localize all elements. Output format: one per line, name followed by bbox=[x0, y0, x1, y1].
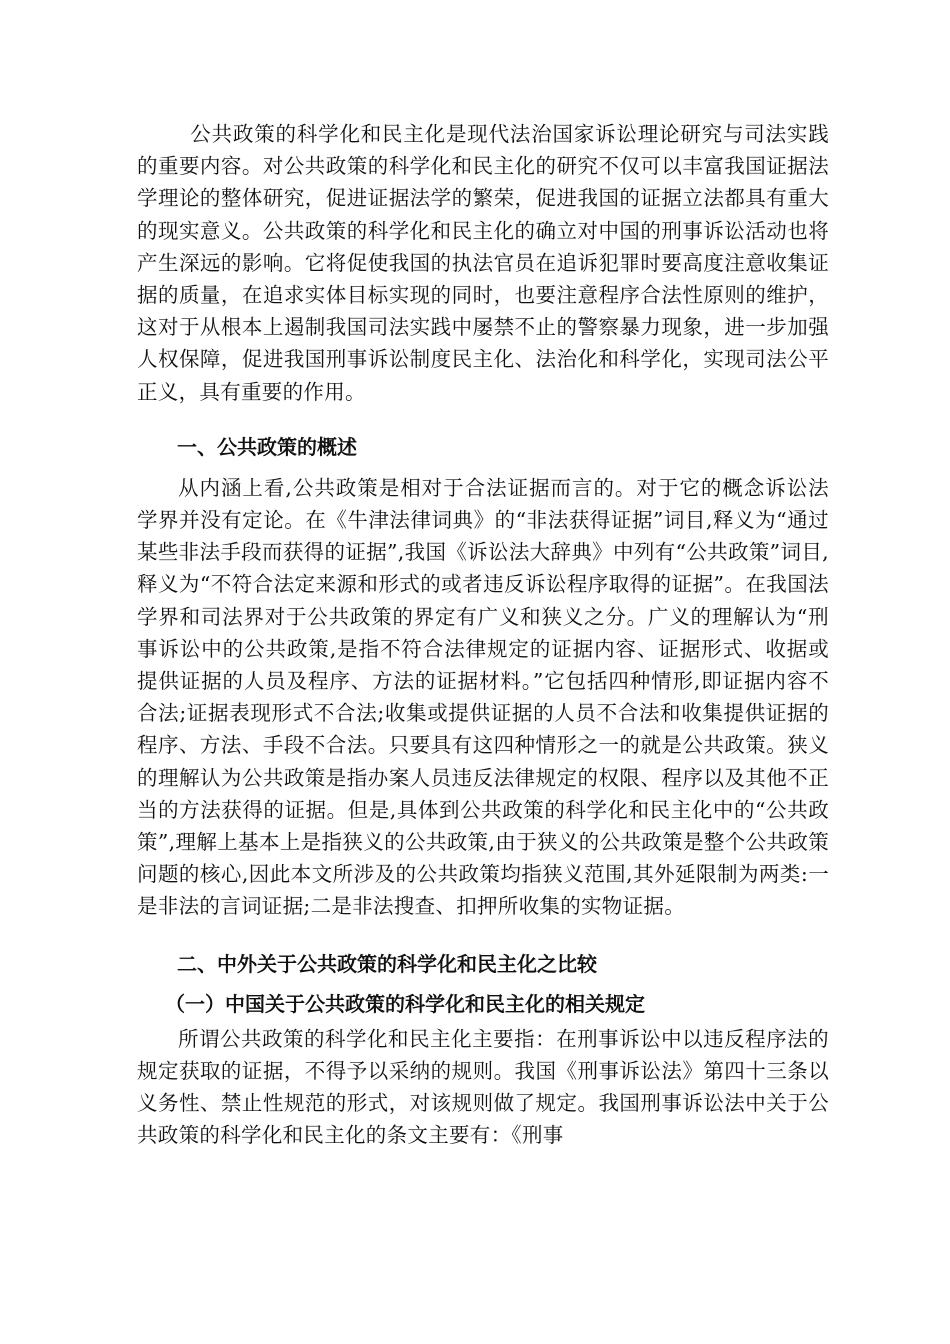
document-page bbox=[137, 118, 829, 1151]
section-1-heading: 一、公共政策的概述 bbox=[177, 434, 357, 459]
subsection-2-1-paragraph: 所谓公共政策的科学化和民主化主要指：在刑事诉讼中以违反程序法的规定获取的证据，不得予以采纳的规则。我国《刑事诉讼法》第四十三条以义务性、禁止性规范的形式，对该规则做了规定。我国刑事诉讼法中关于公共政策的科学化和民主化的条文主要有：《刑事 bbox=[137, 1026, 829, 1148]
section-1-paragraph: 从内涵上看,公共政策是相对于合法证据而言的。对于它的概念诉讼法学界并没有定论。在《牛津法律词典》的“非法获得证据”词目,释义为“通过某些非法手段而获得的证据”,我国《诉讼法大辞典》中列有“公共政策”词目,释义为“不符合法定来源和形式的或者违反诉讼程序取得的证据”。在我国法学界和司法界对于公共政策的界定有广义和狭义之分。广义的理解认为“刑事诉讼中的公共政策,是指不符合法律规定的证据内容、证据形式、收据或提供证据的人员及程序、方法的证据材料。”它包括四种情形,即证据内容不合法;证据表现形式不合法;收集或提供证据的人员不合法和收集提供证据的程序、方法、手段不合法。只要具有这四种情形之一的就是公共政策。狭义的理解认为公共政策是指办案人员违反法律规定的权限、程序以及其他不正当的方法获得的证据。但是,具体到公共政策的科学化和民主化中的“公共政策”,理解上基本上是指狭义的公共政策,由于狭义的公共政策是整个公共政策问题的核心,因此本文所涉及的公共政策均指狭义范围,其外延限制为两类:一是非法的言词证据;二是非法搜查、扣押所收集的实物证据。 bbox=[137, 475, 829, 919]
section-2-heading: 二、中外关于公共政策的科学化和民主化之比较 bbox=[177, 951, 597, 976]
intro-paragraph: 公共政策的科学化和民主化是现代法治国家诉讼理论研究与司法实践的重要内容。对公共政策的科学化和民主化的研究不仅可以丰富我国证据法学理论的整体研究，促进证据法学的繁荣，促进我国的证据立法都具有重大的现实意义。公共政策的科学化和民主化的确立对中国的刑事诉讼活动也将产生深远的影响。它将促使我国的执法官员在追诉犯罪时要高度注意收集证据的质量，在追求实体目标实现的同时，也要注意程序合法性原则的维护，这对于从根本上遏制我国司法实践中屡禁不止的警察暴力现象，进一步加强人权保障，促进我国刑事诉讼制度民主化、法治化和科学化，实现司法公平正义，具有重要的作用。 bbox=[137, 122, 829, 404]
subsection-2-1-heading: （一）中国关于公共政策的科学化和民主化的相关规定 bbox=[165, 991, 645, 1016]
